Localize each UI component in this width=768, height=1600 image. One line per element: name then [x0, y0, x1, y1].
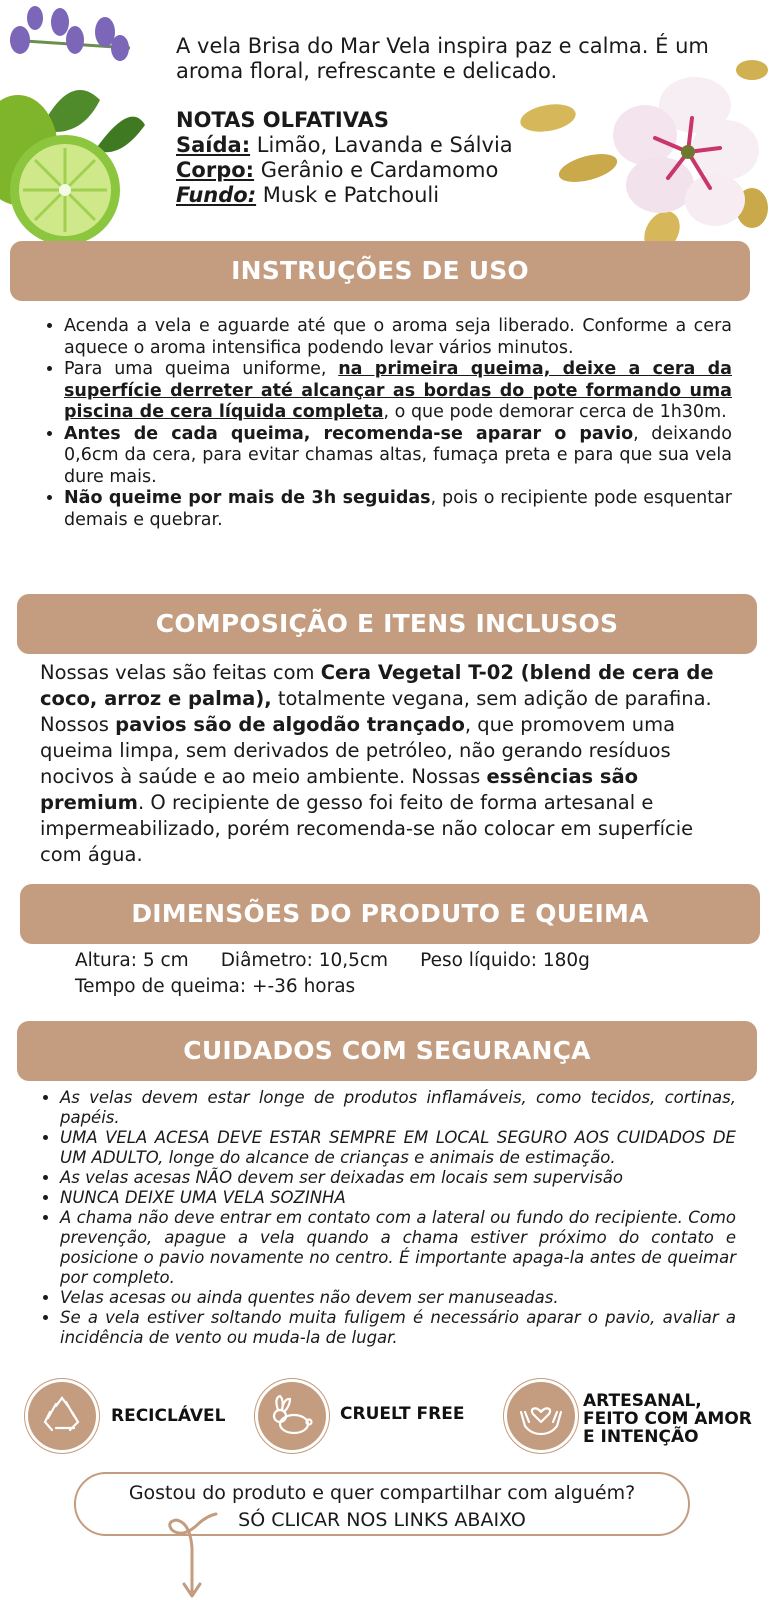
cruelty-free-label: CRUELT FREE — [340, 1404, 465, 1424]
comp-text: , que promovem uma queima limpa, sem derivados de petróleo, não gerando resíduos nocivos à saúde e ao meio ambiente. Nossas — [40, 713, 676, 788]
diameter-value: Diâmetro: 10,5cm — [220, 950, 389, 971]
list-item: • A chama não deve entrar em contato com a lateral ou fundo do recipiente. Como prevenção, apague a vela quando a chama estiver próximo do contato e posicione o pavio novamente no centro. É importante apaga-la antes de queimar por completo. — [60, 1208, 736, 1288]
cruelty-free-badge — [258, 1382, 326, 1450]
heart-note-label: Corpo: — [176, 158, 255, 182]
dimensions-banner: DIMENSÕES DO PRODUTO E QUEIMA — [20, 884, 760, 944]
list-item: • As velas devem estar longe de produtos inflamáveis, como tecidos, cortinas, papéis. — [60, 1088, 736, 1128]
list-item: • Acenda a vela e aguarde até que o aroma seja liberado. Conforme a cera aquece o aroma intensifica podendo levar vários minutos. — [64, 316, 732, 359]
composition-banner: COMPOSIÇÃO E ITENS INCLUSOS — [17, 594, 757, 654]
list-item — [64, 424, 732, 489]
usage-emphasis: Não queime por mais de 3h seguidas — [64, 488, 431, 508]
list-item: • As velas acesas NÃO devem ser deixadas em locais sem supervisão — [60, 1168, 736, 1188]
list-item — [64, 488, 732, 531]
comp-emphasis: Cera Vegetal T-02 (blend de cera de coco, arroz e palma), — [40, 661, 714, 710]
share-cta[interactable]: SÓ CLICAR NOS LINKS ABAIXO — [238, 1509, 526, 1531]
list-item: • Se a vela estiver soltando muita fuligem é necessário aparar o pavio, avaliar a incidência de vento ou muda-la de lugar. — [60, 1308, 736, 1348]
comp-emphasis: pavios são de algodão trançado — [115, 713, 465, 736]
list-item: • NUNCA DEIXE UMA VELA SOZINHA — [60, 1188, 736, 1208]
share-question: Gostou do produto e quer compartilhar com alguém? — [128, 1482, 636, 1504]
handmade-label — [583, 1392, 752, 1446]
heart-note-value: Gerânio e Cardamomo — [254, 158, 499, 182]
comp-text: Nossas velas são feitas com — [40, 661, 321, 684]
usage-banner: INSTRUÇÕES DE USO — [10, 241, 750, 301]
recycle-icon — [28, 1382, 96, 1450]
base-note — [176, 183, 636, 208]
rabbit-icon — [258, 1382, 326, 1450]
burn-time-value: Tempo de queima: +-36 horas — [75, 976, 356, 997]
recyclable-badge — [28, 1382, 96, 1450]
notes-heading: NOTAS OLFATIVAS — [176, 108, 389, 132]
safety-banner: CUIDADOS COM SEGURANÇA — [17, 1021, 757, 1081]
handmade-line: FEITO COM AMOR — [583, 1409, 752, 1429]
weight-value: Peso líquido: 180g — [420, 950, 590, 971]
handmade-line: E INTENÇÃO — [583, 1427, 699, 1447]
list-item: • Velas acesas ou ainda quentes não devem ser manuseadas. — [60, 1288, 736, 1308]
fragrance-notes — [176, 108, 636, 208]
height-value: Altura: 5 cm — [75, 950, 189, 971]
hands-heart-icon — [507, 1382, 575, 1450]
usage-text: , o que pode demorar cerca de 1h30m. — [383, 402, 727, 422]
usage-emphasis: Antes de cada queima, recomenda-se aparar o pavio — [64, 423, 634, 444]
comp-text: . O recipiente de gesso foi feito de forma artesanal e impermeabilizado, porém recomenda-se não colocar em superfície com água. — [40, 791, 694, 866]
usage-emphasis: na primeira queima, deixe a cera da superfície derreter até alcançar as bordas do pote formando uma piscina de cera líquida completa — [64, 359, 732, 422]
base-note-value: Musk e Patchouli — [256, 183, 440, 207]
safety-list — [36, 1088, 736, 1348]
comp-text: totalmente vegana, sem adição de parafina. Nossos — [40, 687, 712, 736]
heart-note — [176, 158, 636, 183]
dimensions-info — [75, 948, 735, 1000]
top-note-label: Saída: — [176, 133, 251, 157]
usage-text: Para uma queima uniforme, — [64, 359, 339, 379]
comp-emphasis: essências são premium — [40, 765, 639, 814]
usage-text: , deixando 0,6cm da cera, para evitar chamas altas, fumaça preta e para que sua vela dure mais. — [64, 423, 732, 487]
recyclable-label: RECICLÁVEL — [111, 1406, 226, 1426]
usage-list — [40, 316, 732, 531]
lavender-lime-decoration — [0, 0, 150, 250]
arrow-down-icon — [160, 1508, 230, 1598]
list-item — [64, 359, 732, 424]
handmade-badge — [507, 1382, 575, 1450]
top-note-value: Limão, Lavanda e Sálvia — [250, 133, 513, 157]
usage-text: , pois o recipiente pode esquentar demais e quebrar. — [64, 488, 732, 530]
intro-text: A vela Brisa do Mar Vela inspira paz e calma. É um aroma floral, refrescante e delicado. — [176, 34, 709, 83]
list-item: • UMA VELA ACESA DEVE ESTAR SEMPRE EM LOCAL SEGURO AOS CUIDADOS DE UM ADULTO, longe do alcance de crianças e animais de estimação. — [60, 1128, 736, 1168]
top-note — [176, 133, 636, 158]
handmade-line: ARTESANAL, — [583, 1391, 702, 1411]
base-note-label: Fundo: — [176, 183, 257, 207]
composition-text — [40, 660, 740, 868]
